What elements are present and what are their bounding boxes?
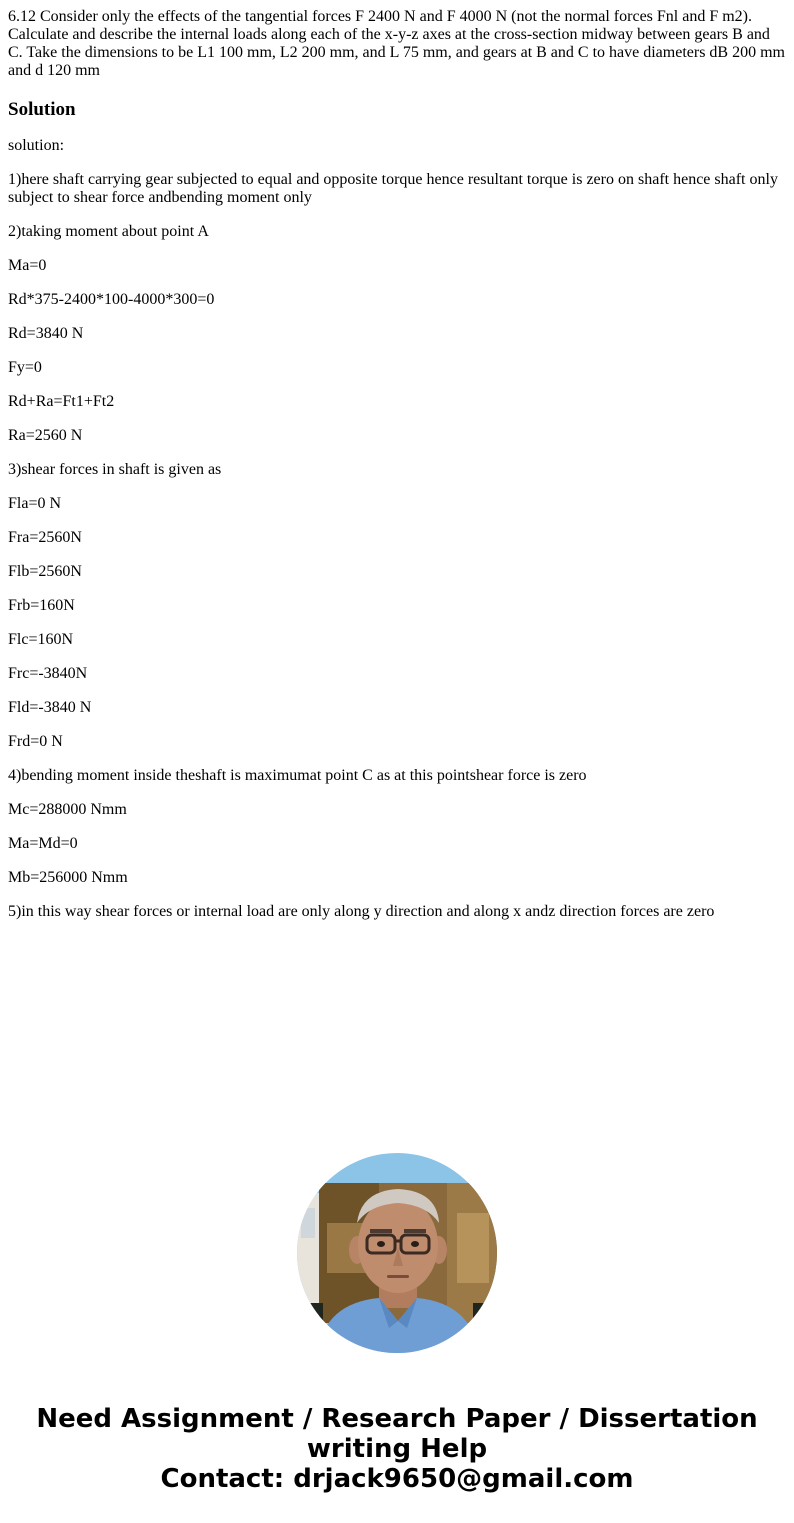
solution-line: Fy=0 [8, 359, 42, 376]
solution-line: Ma=0 [8, 257, 47, 274]
solution-line: Fra=2560N [8, 529, 82, 546]
solution-line: 3)shear forces in shaft is given as [8, 461, 222, 478]
cta-line-1: Need Assignment / Research Paper / Dissertation [36, 1404, 758, 1434]
solution-line: Rd=3840 N [8, 325, 84, 342]
solution-line: Ma=Md=0 [8, 835, 78, 852]
solution-line: Rd*375-2400*100-4000*300=0 [8, 291, 215, 308]
solution-line: Mb=256000 Nmm [8, 869, 128, 886]
solution-line: 2)taking moment about point A [8, 223, 209, 240]
solution-line: Mc=288000 Nmm [8, 801, 127, 818]
solution-line: 5)in this way shear forces or internal load are only along y direction and along x andz direction forces are zero [8, 903, 715, 920]
cta-contact-email: Contact: drjack9650@gmail.com [160, 1464, 634, 1494]
author-avatar [297, 1153, 497, 1353]
solution-line: 1)here shaft carrying gear subjected to equal and opposite torque hence resultant torque is zero on shaft hence shaft only subject to shear force andbending moment only [8, 171, 778, 206]
solution-line: Flc=160N [8, 631, 74, 648]
contact-banner [0, 1404, 794, 1494]
solution-line: Frb=160N [8, 597, 75, 614]
person-photo-icon [297, 1153, 497, 1353]
solution-line: Frd=0 N [8, 733, 63, 750]
solution-line: 4)bending moment inside theshaft is maximumat point C as at this pointshear force is zero [8, 767, 587, 784]
solution-line: Flb=2560N [8, 563, 82, 580]
solution-line: solution: [8, 137, 65, 154]
solution-line: Fld=-3840 N [8, 699, 92, 716]
solution-line: Frc=-3840N [8, 665, 88, 682]
solution-line: Fla=0 N [8, 495, 62, 512]
solution-line: Ra=2560 N [8, 427, 83, 444]
question-text: 6.12 Consider only the effects of the tangential forces F 2400 N and F 4000 N (not the normal forces Fnl and F m2). Calculate and describe the internal loads along each of the x-y-z axes at the cross-section midway between gears B and C. Take the dimensions to be L1 100 mm, L2 200 mm, and L 75 mm, and gears at B and C to have diameters dB 200 mm and d 120 mm [8, 8, 785, 79]
solution-line: Rd+Ra=Ft1+Ft2 [8, 393, 115, 410]
cta-line-2: writing Help [306, 1434, 488, 1464]
solution-heading: Solution [8, 99, 76, 120]
